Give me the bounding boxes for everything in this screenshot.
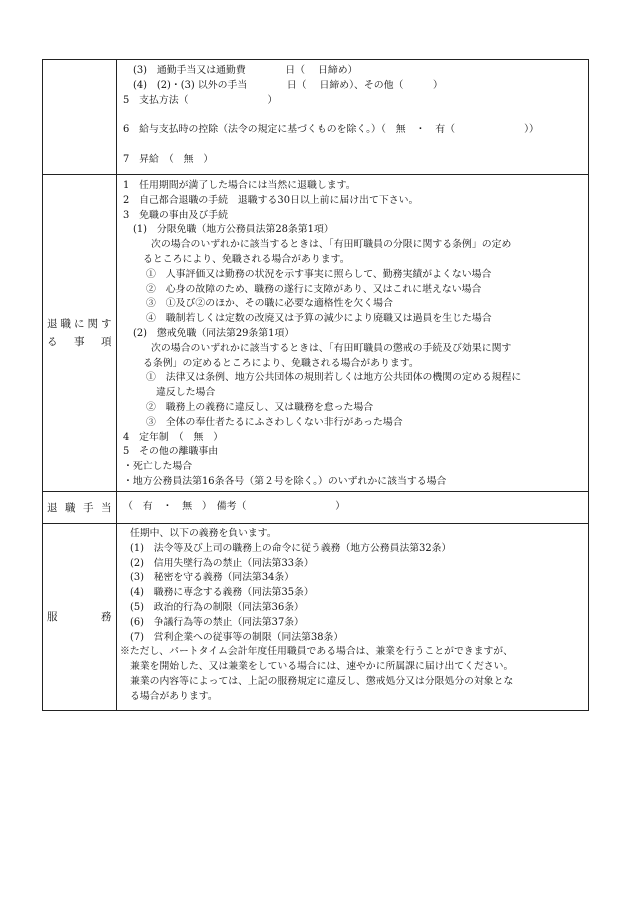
retirement-line: 次の場合のいずれかに該当するときは、「有田町職員の分限に関する条例」の定め xyxy=(151,239,512,251)
retirement-line: ② 心身の故障のため、職務の遂行に支障があり、又はこれに堪えない場合 xyxy=(146,283,482,295)
duties-line: (6) 争議行為等の禁止（同法第37条） xyxy=(130,616,304,628)
retirement-line: (2) 懲戒免職（同法第29条第1項） xyxy=(133,327,295,339)
duties-line: (1) 法令等及び上司の職務上の命令に従う義務（地方公務員法第32条） xyxy=(130,542,452,554)
duties-line: 兼業を開始した、又は兼業をしている場合には、速やかに所属課に届け出てください。 xyxy=(130,661,514,673)
duties-content xyxy=(117,524,588,710)
retirement-line: 3 免職の事由及び手続 xyxy=(123,209,229,221)
retirement-line: (1) 分限免職（地方公務員法第28条第1項） xyxy=(133,224,334,236)
retirement-line: ③ ①及び②のほか、その職に必要な適格性を欠く場合 xyxy=(146,298,393,310)
duties-line: 任期中、以下の義務を負います。 xyxy=(130,528,277,539)
retirement-line: ① 法律又は条例、地方公共団体の規則若しくは地方公共団体の機関の定める規程に xyxy=(146,372,522,384)
duties-line: 兼業の内容等によっては、上記の服務規定に違反し、懲戒処分又は分限処分の対象とな xyxy=(130,675,514,687)
retirement-line: ② 職務上の義務に違反し、又は職務を怠った場合 xyxy=(146,401,374,413)
pay-label-cell xyxy=(43,60,117,174)
pay-line: (3) 通勤手当又は通勤費 日（ 日締め） xyxy=(133,65,358,76)
pay-content xyxy=(117,60,588,174)
duties-label: 服務 xyxy=(47,611,112,623)
retirement-line: ・地方公務員法第16条各号（第２号を除く。）のいずれかに該当する場合 xyxy=(123,475,447,487)
retirement-line: 4 定年制 （ 無 ） xyxy=(123,431,224,443)
retirement-line: ・死亡した場合 xyxy=(123,461,193,473)
retirement-line: 2 自己都合退職の手続 退職する30日以上前に届け出て下さい。 xyxy=(123,194,419,206)
retirement-line: ③ 全体の奉仕者たるにふさわしくない非行があった場合 xyxy=(146,416,403,428)
retirement-row xyxy=(43,174,588,491)
retirement-line: ① 人事評価又は勤務の状況を示す事実に照らして、勤務実績がよくない場合 xyxy=(146,268,492,280)
duties-line: (3) 秘密を守る義務（同法第34条） xyxy=(130,572,295,584)
severance-label: 退職手当 xyxy=(47,501,112,514)
retirement-line: 次の場合のいずれかに該当するときは、「有田町職員の懲戒の手続及び効果に関す xyxy=(151,342,512,354)
retirement-label-cell xyxy=(43,175,117,491)
severance-row xyxy=(43,491,588,523)
duties-row xyxy=(43,523,588,710)
duties-label-cell xyxy=(43,524,117,710)
retirement-line: ④ 職制若しくは定数の改廃又は予算の減少により廃職又は過員を生じた場合 xyxy=(146,313,492,325)
pay-line: 6 給与支払時の控除（法令の規定に基づくものを除く。）（ 無 ・ 有（ ）） xyxy=(123,124,539,136)
retirement-line: るところにより、免職される場合があります。 xyxy=(143,253,350,265)
retirement-label: 退職に関する事項 xyxy=(47,318,112,348)
pay-row xyxy=(43,60,588,174)
duties-line: (4) 職務に専念する義務（同法第35条） xyxy=(130,587,314,599)
duties-line: (5) 政治的行為の制限（同法第36条） xyxy=(130,601,304,613)
retirement-line: る条例」の定めるところにより、免職される場合があります。 xyxy=(143,357,419,369)
pay-line: 5 支払方法（ ） xyxy=(123,94,278,106)
retirement-line: 1 任用期間が満了した場合には当然に退職します。 xyxy=(123,180,356,191)
retirement-content xyxy=(117,175,588,491)
duties-line: る場合があります。 xyxy=(130,690,218,702)
employment-terms-table xyxy=(42,59,589,711)
retirement-line: 5 その他の離職事由 xyxy=(123,446,219,458)
severance-line: （ 有 ・ 無 ） 備考（ ） xyxy=(123,501,346,512)
pay-line: (4) (2)・(3) 以外の手当 日（ 日締め）、その他（ ） xyxy=(133,79,443,91)
duties-line: ※ただし、パートタイム会計年度任用職員である場合は、兼業を行うことができますが、 xyxy=(120,646,513,658)
pay-line: 7 昇給 （ 無 ） xyxy=(123,153,214,165)
duties-line: (7) 営利企業への従事等の制限（同法第38条） xyxy=(130,631,344,643)
severance-content xyxy=(117,492,588,523)
duties-line: (2) 信用失墜行為の禁止（同法第33条） xyxy=(130,557,314,569)
severance-label-cell xyxy=(43,492,117,523)
retirement-line: 違反した場合 xyxy=(156,387,216,399)
